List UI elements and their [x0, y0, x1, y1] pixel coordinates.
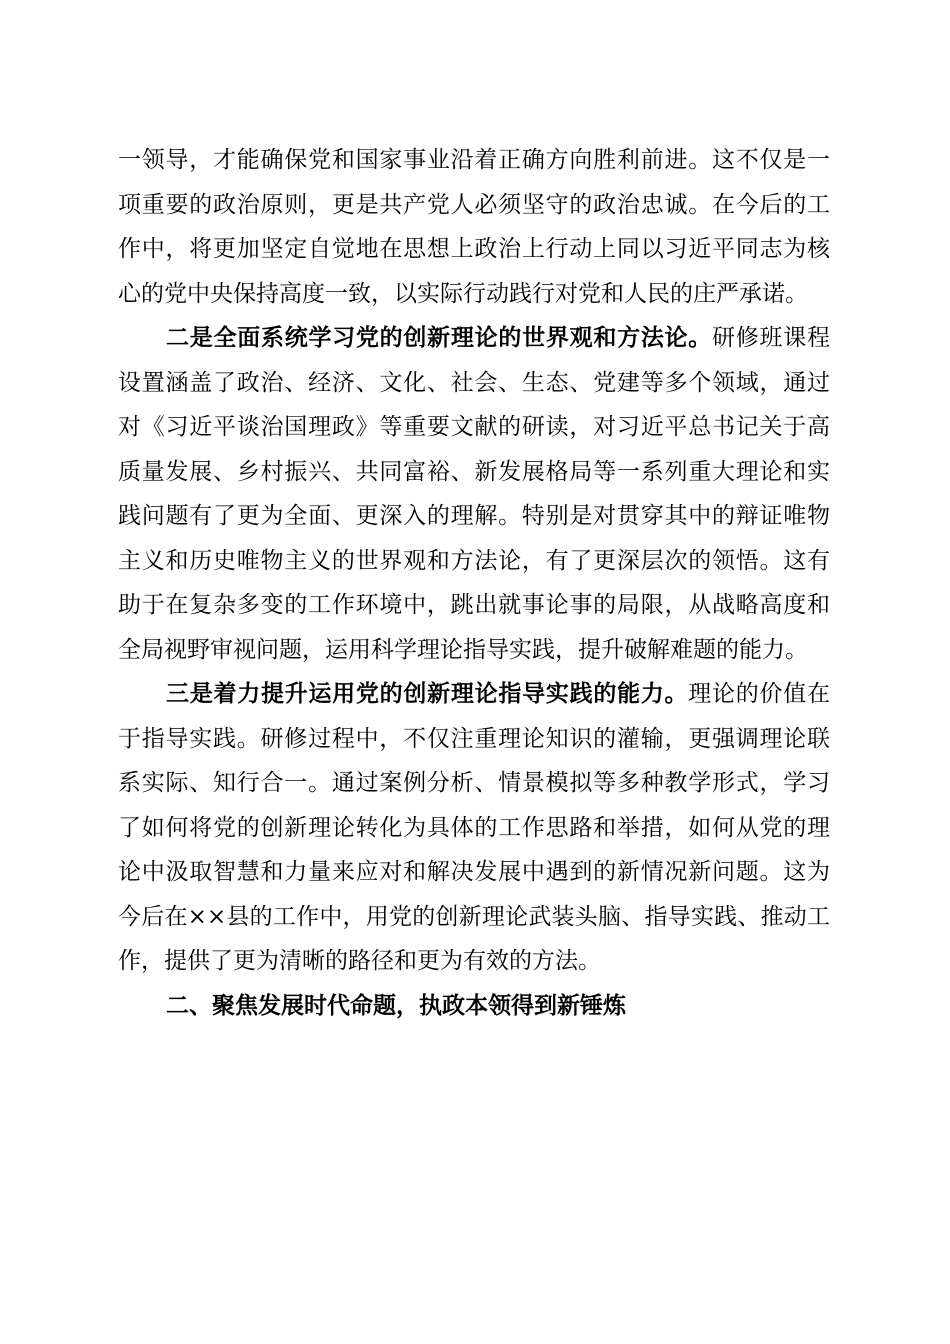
paragraph-worldview — [118, 316, 830, 672]
paragraph-text: 研修班课程设置涵盖了政治、经济、文化、社会、生态、党建等多个领域，通过对《习近平谈治国理政》等重要文献的研读，对习近平总书记关于高质量发展、乡村振兴、共同富裕、新发展格局等一系列重大理论和实践问题有了更为全面、更深入的理解。特别是对贯穿其中的辩证唯物主义和历史唯物主义的世界观和方法论，有了更深层次的领悟。这有助于在复杂多变的工作环境中，跳出就事论事的局限，从战略高度和全局视野审视问题，运用科学理论指导实践，提升破解难题的能力。 — [118, 325, 831, 663]
document-body — [118, 138, 830, 1028]
paragraph-text: 理论的价值在于指导实践。研修过程中，不仅注重理论知识的灌输，更强调理论联系实际、知行合一。通过案例分析、情景模拟等多种教学形式，学习了如何将党的创新理论转化为具体的工作思路和举措，如何从党的理论中汲取智慧和力量来应对和解决发展中遇到的新情况新问题。这为今后在××县的工作中，用党的创新理论武装头脑、指导实践、推动工作，提供了更为清晰的路径和更为有效的方法。 — [118, 681, 831, 974]
paragraph-practice — [118, 672, 830, 984]
section-heading: 二、聚焦发展时代命题，执政本领得到新锤炼 — [166, 992, 626, 1019]
paragraph-text: 一领导，才能确保党和国家事业沿着正确方向胜利前进。这不仅是一项重要的政治原则，更是共产党人必须坚守的政治忠诚。在今后的工作中，将更加坚定自觉地在思想上政治上行动上同以习近平同志为核心的党中央保持高度一致，以实际行动践行对党和人民的庄严承诺。 — [118, 147, 830, 307]
paragraph-lead: 三是着力提升运用党的创新理论指导实践的能力。 — [166, 680, 689, 707]
paragraph-lead: 二是全面系统学习党的创新理论的世界观和方法论。 — [166, 324, 713, 351]
paragraph-continuation — [118, 138, 830, 316]
